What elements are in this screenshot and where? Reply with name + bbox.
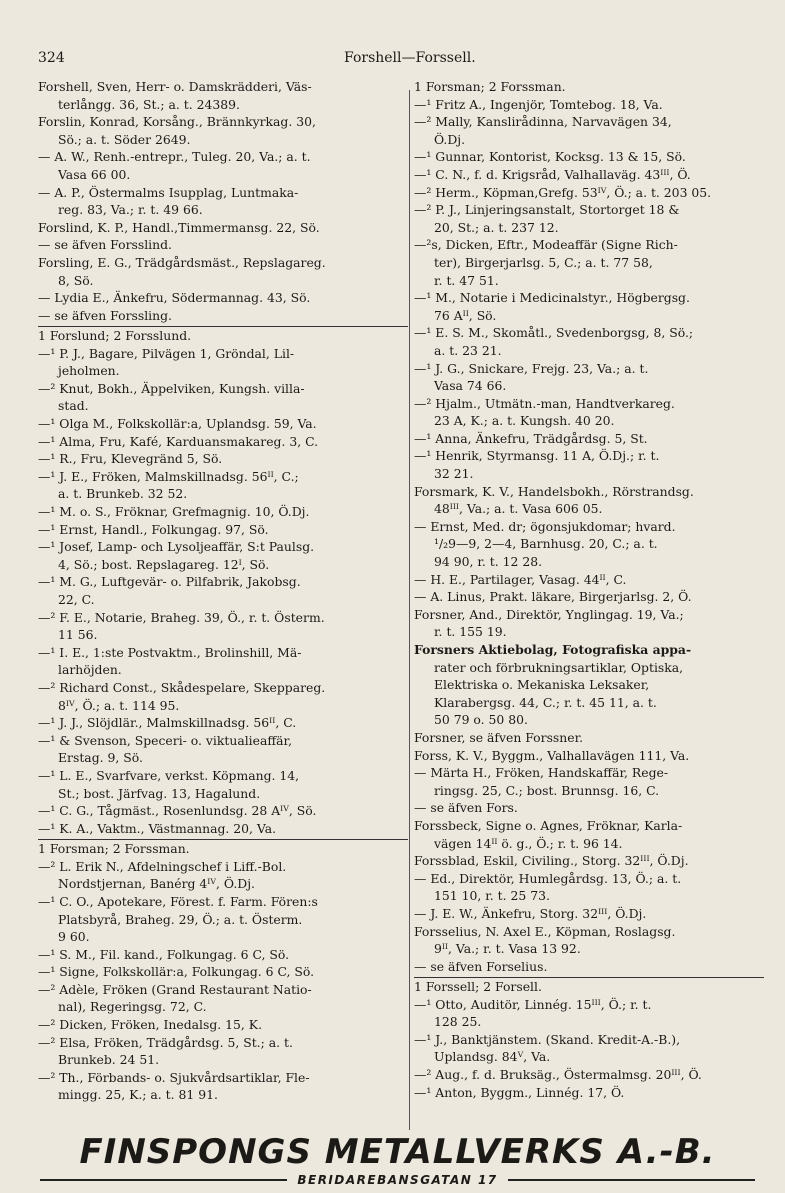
directory-entry-line: 1 Forsman; 2 Forssman. xyxy=(414,79,566,94)
directory-entry-line: — Märta H., Fröken, Handskaffär, Rege- xyxy=(414,765,669,781)
advertisement-rule-right xyxy=(508,1179,755,1181)
directory-entry-line: Erstag. 9, Sö. xyxy=(58,750,143,766)
directory-entry-line: —² Hjalm., Utmätn.-man, Handtverkareg. xyxy=(414,395,675,411)
directory-entry-line: —¹ S. M., Fil. kand., Folkungag. 6 C, Sö. xyxy=(38,946,290,962)
section-heading: 1 Forsman; 2 Forssman. xyxy=(38,839,408,857)
right-column xyxy=(414,78,764,1101)
directory-entry-line: — A. P., Östermalms Isupplag, Luntmaka- xyxy=(38,184,299,200)
directory-entry-line: Elektriska o. Mekaniska Leksaker, xyxy=(434,677,650,693)
directory-entry-line: —² Mally, Kanslirådinna, Narvavägen 34, xyxy=(414,114,672,130)
directory-entry-line: — Ernst, Med. dr; ögonsjukdomar; hvard. xyxy=(414,518,676,534)
directory-entry-line: Ö.Dj. xyxy=(434,131,466,147)
directory-entry-line: —¹ Otto, Auditör, Linnég. 15ᴵᴵᴵ, Ö.; r. t. xyxy=(414,996,652,1012)
directory-entry-line: —² Knut, Bokh., Äppelviken, Kungsh. villa- xyxy=(38,380,305,396)
advertisement-banner xyxy=(40,1133,755,1189)
running-head: Forshell—Forssell. xyxy=(344,50,476,66)
directory-entry-line: —¹ R., Fru, Klevegränd 5, Sö. xyxy=(38,451,223,467)
directory-entry-line: Forslind, K. P., Handl.,Timmermansg. 22, Sö. xyxy=(38,219,320,235)
directory-entry-line: —² Richard Const., Skådespelare, Skeppareg. xyxy=(38,679,326,695)
directory-entry-line: terlångg. 36, St.; a. t. 24389. xyxy=(58,96,240,112)
directory-entry-line: — se äfven Forssling. xyxy=(38,307,172,323)
directory-entry-line: — se äfven Forsslind. xyxy=(38,237,172,253)
left-column xyxy=(38,78,408,1104)
directory-entry-line: Forslin, Konrad, Korsång., Brännkyrkag. 30, xyxy=(38,114,316,130)
directory-entry-line: Uplandsg. 84ⱽ, Va. xyxy=(434,1049,551,1065)
directory-entry-line: jeholmen. xyxy=(58,363,120,379)
directory-entry-line: — H. E., Partilager, Vasag. 44ᴵᴵ, C. xyxy=(414,571,627,587)
column-divider xyxy=(409,90,410,1130)
directory-entry-line: 9ᴵᴵ, Va.; r. t. Vasa 13 92. xyxy=(434,941,581,957)
directory-entry-line: —¹ P. J., Bagare, Pilvägen 1, Gröndal, Lil- xyxy=(38,345,295,361)
directory-entry-line: 32 21. xyxy=(434,466,474,482)
directory-entry-line: —¹ M., Notarie i Medicinalstyr., Högbergsg. xyxy=(414,290,690,306)
directory-entry-line: —²s, Dicken, Eftr., Modeaffär (Signe Rich- xyxy=(414,237,678,253)
directory-entry-line: —¹ E. S. M., Skomåtl., Svedenborgsg, 8, Sö.; xyxy=(414,325,694,341)
page-header xyxy=(38,50,755,72)
directory-entry-line: — Lydia E., Änkefru, Södermannag. 43, Sö. xyxy=(38,290,311,306)
directory-entry-line: —¹ Ernst, Handl., Folkungag. 97, Sö. xyxy=(38,521,269,537)
directory-entry-line: —¹ M. G., Luftgevär- o. Pilfabrik, Jakobsg. xyxy=(38,574,301,590)
directory-entry-line: — Ed., Direktör, Humlegårdsg. 13, Ö.; a. t. xyxy=(414,870,682,886)
directory-entry-line: Forsner, se äfven Forssner. xyxy=(414,729,584,745)
section-heading: 1 Forslund; 2 Forsslund. xyxy=(38,326,408,344)
directory-entry-line: Forss, K. V., Byggm., Valhallavägen 111, Va. xyxy=(414,747,690,763)
directory-entry-line: 8, Sö. xyxy=(58,272,94,288)
directory-entry-line: Forssblad, Eskil, Civiling., Storg. 32ᴵᴵᴵ, Ö.Dj. xyxy=(414,853,689,869)
directory-entry-line: r. t. 47 51. xyxy=(434,272,499,288)
advertisement-address: BERIDAREBANSGATAN 17 xyxy=(297,1173,498,1187)
directory-entry-line: —¹ Henrik, Styrmansg. 11 A, Ö.Dj.; r. t. xyxy=(414,448,660,464)
directory-entry-line: larhöjden. xyxy=(58,662,122,678)
directory-entry-line: a. t. Brunkeb. 32 52. xyxy=(58,486,188,502)
directory-entry-line: — J. E. W., Änkefru, Storg. 32ᴵᴵᴵ, Ö.Dj. xyxy=(414,905,647,921)
directory-entry-line: mingg. 25, K.; a. t. 81 91. xyxy=(58,1087,218,1103)
directory-entry-line: —² Adèle, Fröken (Grand Restaurant Natio- xyxy=(38,981,312,997)
directory-entry-line: —¹ C. N., f. d. Krigsråd, Valhallaväg. 43ᴵᴵᴵ, Ö. xyxy=(414,166,691,182)
directory-entry-line: a. t. 23 21. xyxy=(434,342,502,358)
directory-entry-line: ¹/₂9—9, 2—4, Barnhusg. 20, C.; a. t. xyxy=(434,536,658,552)
directory-entry-line: 151 10, r. t. 25 73. xyxy=(434,888,550,904)
directory-entry-line: —¹ M. o. S., Fröknar, Grefmagnig. 10, Ö.Dj. xyxy=(38,504,310,520)
directory-entry-line: —² Aug., f. d. Bruksäg., Östermalmsg. 20ᴵᴵᴵ, Ö. xyxy=(414,1067,702,1083)
directory-entry-line: 4, Sö.; bost. Repslagareg. 12ᴵ, Sö. xyxy=(58,556,270,572)
directory-entry-line: stad. xyxy=(58,398,89,414)
directory-entry-line: Forshell, Sven, Herr- o. Damskrädderi, Väs- xyxy=(38,79,312,94)
directory-entry-line: —¹ Fritz A., Ingenjör, Tomtebog. 18, Va. xyxy=(414,96,663,112)
directory-entry-line: reg. 83, Va.; r. t. 49 66. xyxy=(58,202,203,218)
directory-entry-line: — A. W., Renh.-entrepr., Tuleg. 20, Va.; a. t. xyxy=(38,149,311,165)
directory-entry-line: 22, C. xyxy=(58,592,95,608)
directory-entry-line: Forsners Aktiebolag, Fotografiska appa- xyxy=(414,642,692,657)
directory-entry-line: —² Herm., Köpman,Grefg. 53ᴵⱽ, Ö.; a. t. 203 05. xyxy=(414,184,712,200)
directory-entry-line: 76 Aᴵᴵ, Sö. xyxy=(434,307,497,323)
directory-entry-line: —² L. Erik N., Afdelningschef i Liff.-Bol. xyxy=(38,858,287,874)
directory-entry-line: —² P. J., Linjeringsanstalt, Stortorget 18 & xyxy=(414,202,680,218)
directory-entry-line: St.; bost. Järfvag. 13, Hagalund. xyxy=(58,785,261,801)
directory-entry-line: —¹ Gunnar, Kontorist, Kocksg. 13 & 15, Sö. xyxy=(414,149,686,165)
directory-entry-line: — se äfven Fors. xyxy=(414,800,518,816)
directory-entry-line: r. t. 155 19. xyxy=(434,624,507,640)
directory-entry-line: —¹ Alma, Fru, Kafé, Karduansmakareg. 3, C. xyxy=(38,433,319,449)
directory-entry-line: Forsmark, K. V., Handelsbokh., Rörstrandsg. xyxy=(414,483,694,499)
directory-entry-line: —² F. E., Notarie, Braheg. 39, Ö., r. t. Österm. xyxy=(38,609,325,625)
directory-entry-line: ter), Birgerjarlsg. 5, C.; a. t. 77 58, xyxy=(434,254,653,270)
directory-entry-line: ringsg. 25, C.; bost. Brunnsg. 16, C. xyxy=(434,782,660,798)
directory-entry-line: —¹ Olga M., Folkskollär:a, Uplandsg. 59, Va. xyxy=(38,416,317,432)
directory-entry-line: —¹ Josef, Lamp- och Lysoljeaffär, S:t Paulsg. xyxy=(38,539,315,555)
directory-entry-line: —² Elsa, Fröken, Trädgårdsg. 5, St.; a. t. xyxy=(38,1034,293,1050)
directory-entry-line: —¹ & Svenson, Speceri- o. viktualieaffär, xyxy=(38,732,293,748)
section-heading: 1 Forssell; 2 Forsell. xyxy=(414,977,764,995)
directory-entry-line: —² Th., Förbands- o. Sjukvårdsartiklar, Fle- xyxy=(38,1069,310,1085)
directory-entry-line: Nordstjernan, Banérg 4ᴵⱽ, Ö.Dj. xyxy=(58,876,255,892)
directory-entry-line: Platsbyrå, Braheg. 29, Ö.; a. t. Österm. xyxy=(58,911,303,927)
directory-entry-line: —¹ K. A., Vaktm., Västmannag. 20, Va. xyxy=(38,820,277,836)
directory-entry-line: 20, St.; a. t. 237 12. xyxy=(434,219,559,235)
directory-entry-line: rater och förbrukningsartiklar, Optiska, xyxy=(434,659,684,675)
directory-entry-line: 9 60. xyxy=(58,929,90,945)
directory-entry-line: —¹ C. G., Tågmäst., Rosenlundsg. 28 Aᴵⱽ, Sö. xyxy=(38,803,317,819)
directory-entry-line: —¹ J. J., Slöjdlär., Malmskillnadsg. 56ᴵᴵ, C. xyxy=(38,715,297,731)
directory-entry-line: —¹ C. O., Apotekare, Förest. f. Farm. Fören:s xyxy=(38,893,318,909)
directory-entry-line: 48ᴵᴵᴵ, Va.; a. t. Vasa 606 05. xyxy=(434,501,603,517)
directory-entry-line: 23 A, K.; a. t. Kungsh. 40 20. xyxy=(434,413,615,429)
directory-entry-line: Brunkeb. 24 51. xyxy=(58,1052,160,1068)
directory-entry-line: 94 90, r. t. 12 28. xyxy=(434,554,543,570)
directory-entry-line: 8ᴵⱽ, Ö.; a. t. 114 95. xyxy=(58,697,180,713)
directory-entry-line: — A. Linus, Prakt. läkare, Birgerjarlsg. 2, Ö. xyxy=(414,589,692,605)
directory-entry-line: —¹ J. E., Fröken, Malmskillnadsg. 56ᴵᴵ, C.; xyxy=(38,468,299,484)
directory-entry-line: —¹ Anton, Byggm., Linnég. 17, Ö. xyxy=(414,1084,625,1100)
advertisement-rule-left xyxy=(40,1179,287,1181)
advertisement-address-row xyxy=(40,1173,755,1187)
directory-entry-line: —¹ Anna, Änkefru, Trädgårdsg. 5, St. xyxy=(414,430,648,446)
directory-entry-line: Vasa 74 66. xyxy=(434,378,507,394)
directory-entry-line: 11 56. xyxy=(58,627,98,643)
directory-entry-line: —² Dicken, Fröken, Inedalsg. 15, K. xyxy=(38,1017,263,1033)
advertisement-title: FINSPONGS METALLVERKS A.-B. xyxy=(79,1132,716,1172)
directory-entry-line: —¹ Signe, Folkskollär:a, Folkungag. 6 C, Sö. xyxy=(38,964,315,980)
directory-entry-line: nal), Regeringsg. 72, C. xyxy=(58,999,207,1015)
directory-entry-line: —¹ J., Banktjänstem. (Skand. Kredit-A.-B.), xyxy=(414,1031,681,1047)
directory-entry-line: Forsner, And., Direktör, Ynglingag. 19, Va.; xyxy=(414,606,684,622)
directory-entry-line: Vasa 66 00. xyxy=(58,166,131,182)
directory-entry-line: — se äfven Forselius. xyxy=(414,958,548,974)
directory-entry-line: —¹ I. E., 1:ste Postvaktm., Brolinshill, Mä- xyxy=(38,644,302,660)
page-number: 324 xyxy=(38,50,65,66)
directory-entry-line: Forssbeck, Signe o. Agnes, Fröknar, Karla- xyxy=(414,817,683,833)
directory-entry-line: vägen 14ᴵᴵ ö. g., Ö.; r. t. 96 14. xyxy=(434,835,623,851)
directory-entry-line: Forsling, E. G., Trädgårdsmäst., Repslagareg. xyxy=(38,254,326,270)
directory-entry-line: Forsselius, N. Axel E., Köpman, Roslagsg. xyxy=(414,923,676,939)
directory-entry-line: —¹ J. G., Snickare, Frejg. 23, Va.; a. t. xyxy=(414,360,649,376)
directory-entry-line: Klarabergsg. 44, C.; r. t. 45 11, a. t. xyxy=(434,694,657,710)
directory-entry-line: —¹ L. E., Svarfvare, verkst. Köpmang. 14, xyxy=(38,767,300,783)
directory-entry-line: 128 25. xyxy=(434,1014,482,1030)
directory-entry-line: 50 79 o. 50 80. xyxy=(434,712,528,728)
directory-entry-line: Sö.; a. t. Söder 2649. xyxy=(58,131,191,147)
